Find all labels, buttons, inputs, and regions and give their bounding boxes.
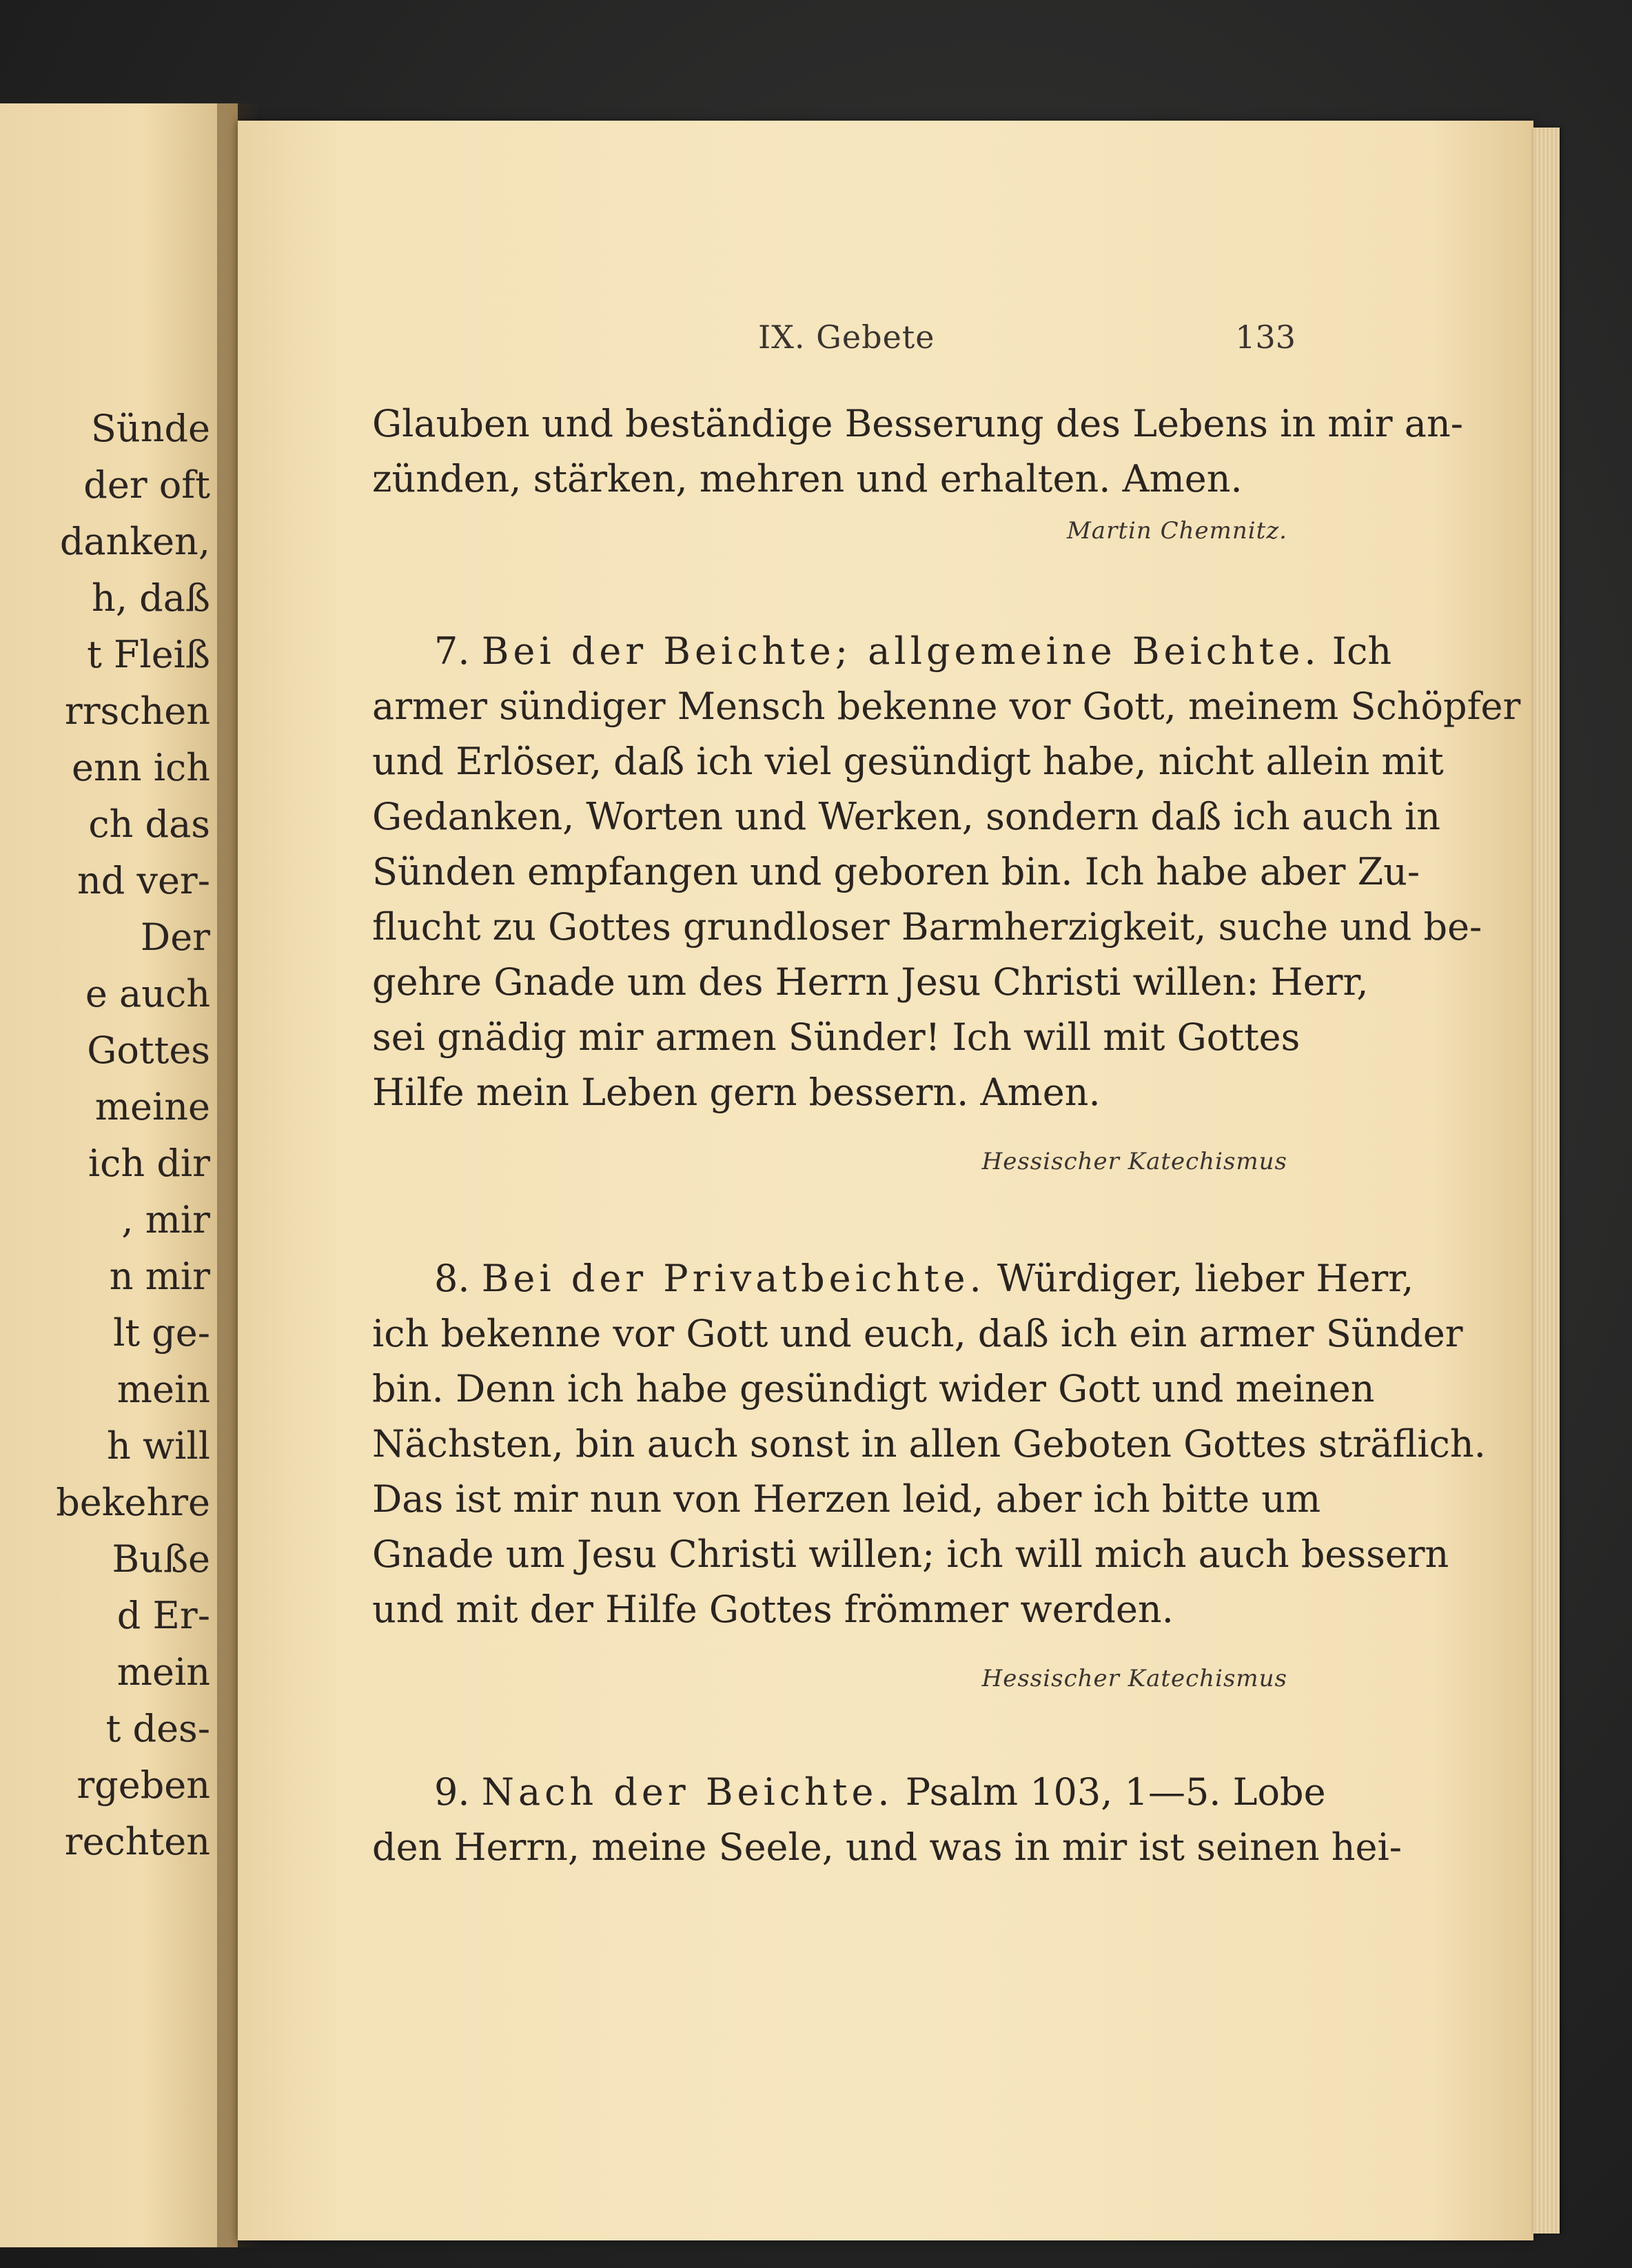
left-page-line: e auch: [85, 972, 210, 1015]
text-line: ich bekenne vor Gott und euch, daß ich ein armer Sünder: [372, 1312, 1463, 1355]
left-page-line: danken,: [59, 520, 210, 563]
left-page-line: t Fleiß: [87, 633, 210, 676]
left-page-line: n mir: [109, 1255, 210, 1298]
left-page: [0, 103, 238, 2247]
attribution: Martin Chemnitz.: [1066, 517, 1287, 545]
section-number: 9.: [434, 1770, 470, 1814]
text-line: bin. Denn ich habe gesündigt wider Gott und meinen: [372, 1367, 1375, 1410]
attribution: Hessischer Katechismus: [981, 1148, 1287, 1175]
text-line: flucht zu Gottes grundloser Barmherzigkeit, suche und be-: [372, 905, 1482, 949]
text-line: und mit der Hilfe Gottes frömmer werden.: [372, 1588, 1174, 1631]
left-page-line: , mir: [121, 1198, 210, 1242]
page-number: 133: [1235, 318, 1296, 356]
text-line: gehre Gnade um des Herrn Jesu Christi willen: Herr,: [372, 960, 1369, 1004]
text-line: armer sündiger Mensch bekenne vor Gott, meinem Schöpfer: [372, 685, 1521, 728]
section-heading: Bei der Beichte; allgemeine Beichte.: [481, 629, 1320, 673]
text-line: den Herrn, meine Seele, und was in mir ist seinen hei-: [372, 1825, 1402, 1869]
text-line: Hilfe mein Leben gern bessern. Amen.: [372, 1071, 1101, 1114]
left-page-line: ich dir: [88, 1142, 210, 1185]
text-line: sei gnädig mir armen Sünder! Ich will mit Gottes: [372, 1015, 1300, 1059]
text-line: Sünden empfangen und geboren bin. Ich habe aber Zu-: [372, 850, 1420, 893]
page-edges: [1533, 128, 1560, 2234]
text-line: Gedanken, Worten und Werken, sondern daß ich auch in: [372, 795, 1441, 838]
text-line: Das ist mir nun von Herzen leid, aber ich bitte um: [372, 1477, 1321, 1521]
page-header: [372, 318, 1296, 360]
left-page-line: rrschen: [64, 689, 210, 733]
left-page-line: mein: [116, 1368, 210, 1411]
left-page-line: ch das: [88, 802, 210, 846]
left-page-line: Der: [140, 915, 210, 959]
text-line: Gnade um Jesu Christi willen; ich will mich auch bessern: [372, 1532, 1449, 1576]
left-page-line: h will: [107, 1424, 210, 1468]
text-line: Nächsten, bin auch sonst in allen Geboten Gottes sträflich.: [372, 1422, 1486, 1466]
attribution: Hessischer Katechismus: [981, 1665, 1287, 1692]
left-page-line: d Er-: [116, 1594, 210, 1637]
left-page-line: rechten: [64, 1820, 210, 1863]
text-line: Glauben und beständige Besserung des Lebens in mir an-: [372, 402, 1463, 445]
running-title: IX. Gebete: [758, 318, 935, 356]
left-page-line: enn ich: [72, 746, 210, 789]
text-line: Würdiger, lieber Herr,: [997, 1257, 1414, 1300]
left-page-line: meine: [94, 1085, 210, 1128]
left-page-line: der oft: [83, 463, 210, 507]
left-page-line: mein: [116, 1650, 210, 1694]
left-page-line: Buße: [112, 1537, 210, 1581]
section-9-first-line: [372, 1765, 1326, 1820]
section-8-first-line: [372, 1251, 1414, 1306]
section-number: 7.: [434, 629, 470, 673]
section-heading: Nach der Beichte.: [481, 1770, 894, 1814]
left-page-line: nd ver-: [76, 859, 210, 902]
left-page-line: bekehre: [56, 1481, 210, 1524]
left-page-line: lt ge-: [113, 1311, 210, 1355]
text-line: Ich: [1332, 629, 1392, 673]
left-page-line: t des-: [105, 1707, 210, 1750]
left-page-line: h, daß: [92, 576, 210, 620]
section-heading: Bei der Privatbeichte.: [481, 1257, 986, 1300]
text-line: und Erlöser, daß ich viel gesündigt habe, nicht allein mit: [372, 740, 1444, 783]
left-page-line: rgeben: [76, 1763, 210, 1807]
text-line: zünden, stärken, mehren und erhalten. Amen.: [372, 457, 1243, 500]
section-7-first-line: [372, 624, 1392, 679]
left-page-line: Gottes: [87, 1029, 210, 1072]
left-page-line: Sünde: [90, 407, 210, 450]
text-line: Psalm 103, 1—5. Lobe: [905, 1770, 1326, 1814]
section-number: 8.: [434, 1257, 470, 1300]
